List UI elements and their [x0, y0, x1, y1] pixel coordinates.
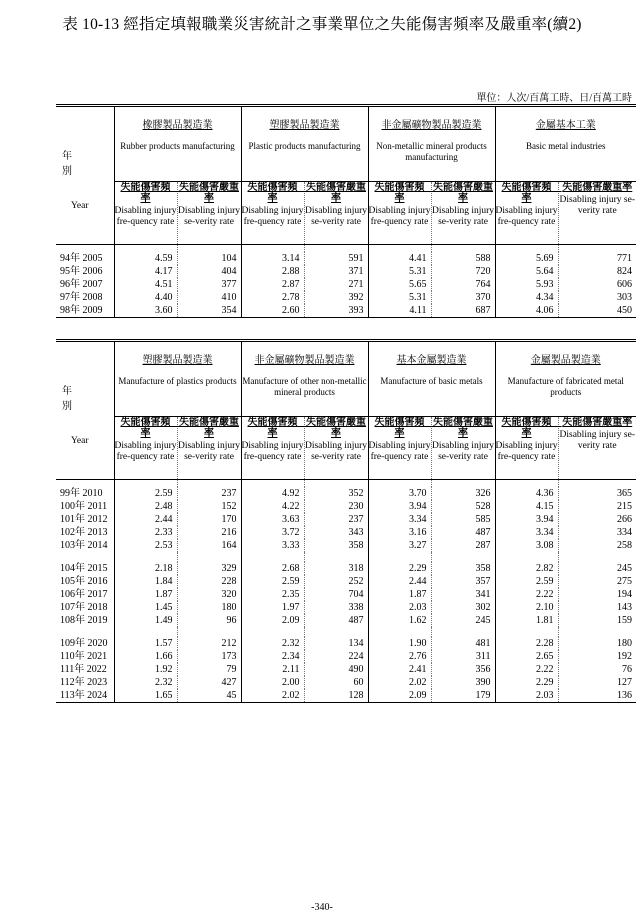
frequency-value: 2.48 — [114, 500, 177, 513]
frequency-value: 2.28 — [495, 637, 558, 650]
year-cell: 97年 2008 — [60, 292, 103, 303]
industry-name-en: Basic metal industries — [526, 141, 606, 151]
table-row — [56, 513, 636, 526]
table-row — [56, 265, 636, 278]
frequency-value: 4.11 — [368, 304, 431, 318]
severity-value: 252 — [304, 575, 368, 588]
severity-value: 354 — [177, 304, 241, 318]
frequency-value: 3.34 — [495, 526, 558, 539]
industry-name-zh: 金屬製品製造業 — [530, 355, 601, 366]
table-row — [56, 601, 636, 614]
severity-rate-header — [177, 417, 241, 480]
industry-name-zh: 塑膠製品製造業 — [269, 120, 340, 131]
severity-value: 128 — [304, 689, 368, 703]
frequency-value: 4.36 — [495, 487, 558, 500]
severity-value: 266 — [558, 513, 636, 526]
sub-header-zh: 失能傷害頻 率 — [247, 417, 308, 439]
frequency-value: 4.40 — [114, 291, 177, 304]
injury-rate-table-2 — [56, 339, 636, 703]
severity-value: 245 — [558, 562, 636, 575]
severity-value: 179 — [431, 689, 495, 703]
frequency-value: 1.65 — [114, 689, 177, 703]
frequency-value: 3.94 — [368, 500, 431, 513]
severity-rate-header — [558, 417, 636, 480]
sub-header-en: Disabling injury fre-quency rate — [368, 441, 431, 462]
frequency-value: 5.31 — [368, 265, 431, 278]
sub-header-zh: 失能傷害頻 率 — [501, 417, 562, 439]
frequency-value: 4.22 — [241, 500, 304, 513]
sub-header-en: Disabling injury se-verity rate — [177, 206, 240, 227]
severity-value: 237 — [304, 513, 368, 526]
table-row — [56, 575, 636, 588]
frequency-value: 2.10 — [495, 601, 558, 614]
frequency-value: 1.57 — [114, 637, 177, 650]
year-cell: 112年 2023 — [60, 677, 108, 688]
year-cell: 111年 2022 — [60, 664, 107, 675]
frequency-value: 4.06 — [495, 304, 558, 318]
sub-header-zh: 失能傷害嚴重率 — [562, 182, 633, 193]
severity-value: 76 — [558, 663, 636, 676]
unit-note: 單位：人次/百萬工時、日/百萬工時 — [476, 93, 632, 104]
severity-value: 356 — [431, 663, 495, 676]
severity-value: 104 — [177, 252, 241, 265]
sub-header-zh: 失能傷害頻 率 — [374, 182, 435, 204]
frequency-value: 2.32 — [241, 637, 304, 650]
frequency-value: 2.18 — [114, 562, 177, 575]
year-cell: 105年 2016 — [60, 576, 108, 587]
year-cell: 98年 2009 — [56, 304, 114, 318]
severity-value: 79 — [177, 663, 241, 676]
severity-value: 302 — [431, 601, 495, 614]
frequency-value: 2.33 — [114, 526, 177, 539]
year-cell: 104年 2015 — [60, 563, 108, 574]
severity-value: 320 — [177, 588, 241, 601]
frequency-value: 3.94 — [495, 513, 558, 526]
industry-header — [368, 341, 495, 417]
severity-value: 392 — [304, 291, 368, 304]
frequency-rate-header — [495, 417, 562, 480]
frequency-value: 2.87 — [241, 278, 304, 291]
frequency-value: 3.27 — [368, 539, 431, 552]
severity-value: 358 — [431, 562, 495, 575]
frequency-value: 4.92 — [241, 487, 304, 500]
severity-value: 606 — [558, 278, 636, 291]
severity-value: 152 — [177, 500, 241, 513]
frequency-value: 3.60 — [114, 304, 177, 318]
severity-value: 357 — [431, 575, 495, 588]
frequency-value: 2.41 — [368, 663, 431, 676]
industry-header — [114, 341, 241, 417]
frequency-value: 2.29 — [495, 676, 558, 689]
page-title: 表 10-13 經指定填報職業災害統計之事業單位之失能傷害頻率及嚴重率(續2) — [62, 16, 582, 33]
severity-value: 771 — [558, 252, 636, 265]
frequency-value: 2.09 — [241, 614, 304, 627]
severity-value: 230 — [304, 500, 368, 513]
severity-value: 45 — [177, 689, 241, 703]
frequency-value: 3.63 — [241, 513, 304, 526]
frequency-value: 4.15 — [495, 500, 558, 513]
frequency-value: 4.59 — [114, 252, 177, 265]
severity-value: 245 — [431, 614, 495, 627]
severity-value: 377 — [177, 278, 241, 291]
frequency-rate-header — [114, 417, 181, 480]
severity-value: 237 — [177, 487, 241, 500]
frequency-value: 2.35 — [241, 588, 304, 601]
frequency-value: 1.97 — [241, 601, 304, 614]
sub-header-zh: 失能傷害嚴重率 — [306, 182, 366, 204]
industry-name-zh: 塑膠製品製造業 — [142, 355, 213, 366]
injury-rate-table-1 — [56, 104, 636, 318]
sub-header-en: Disabling injury se-verity rate — [431, 441, 494, 462]
table-row — [56, 614, 636, 627]
severity-value: 173 — [177, 650, 241, 663]
frequency-value: 3.16 — [368, 526, 431, 539]
frequency-value: 2.09 — [368, 689, 431, 703]
severity-value: 96 — [177, 614, 241, 627]
frequency-value: 3.33 — [241, 539, 304, 552]
year-cell: 96年 2007 — [60, 279, 103, 290]
severity-value: 303 — [558, 291, 636, 304]
severity-value: 687 — [431, 304, 495, 318]
frequency-value: 1.81 — [495, 614, 558, 627]
frequency-value: 5.69 — [495, 252, 558, 265]
frequency-value: 4.17 — [114, 265, 177, 278]
severity-value: 720 — [431, 265, 495, 278]
severity-value: 343 — [304, 526, 368, 539]
sub-header-en: Disabling injury fre-quency rate — [241, 441, 304, 462]
table-row — [56, 539, 636, 552]
sub-header-en: Disabling injury fre-quency rate — [114, 441, 177, 462]
severity-value: 410 — [177, 291, 241, 304]
severity-value: 271 — [304, 278, 368, 291]
industry-header — [495, 106, 636, 182]
year-stub-header — [56, 106, 114, 245]
severity-value: 338 — [304, 601, 368, 614]
severity-value: 180 — [558, 637, 636, 650]
frequency-value: 2.88 — [241, 265, 304, 278]
industry-name-zh: 橡膠製品製造業 — [142, 120, 213, 131]
industry-header — [241, 106, 368, 182]
severity-value: 275 — [558, 575, 636, 588]
severity-rate-header — [177, 182, 241, 245]
sub-header-zh: 失能傷害嚴重率 — [306, 417, 366, 439]
frequency-rate-header — [368, 417, 435, 480]
year-label-en: Year — [71, 201, 89, 211]
sub-header-en: Disabling injury se-verity rate — [305, 206, 368, 227]
frequency-value: 2.22 — [495, 663, 558, 676]
year-cell: 107年 2018 — [60, 602, 108, 613]
severity-value: 824 — [558, 265, 636, 278]
table-row — [56, 278, 636, 291]
frequency-value: 3.34 — [368, 513, 431, 526]
sub-header-zh: 失能傷害頻 率 — [120, 417, 181, 439]
frequency-value: 2.82 — [495, 562, 558, 575]
frequency-value: 3.08 — [495, 539, 558, 552]
severity-value: 287 — [431, 539, 495, 552]
frequency-value: 5.65 — [368, 278, 431, 291]
table-row — [56, 650, 636, 663]
severity-value: 134 — [304, 637, 368, 650]
frequency-value: 4.41 — [368, 252, 431, 265]
severity-value: 352 — [304, 487, 368, 500]
frequency-value: 2.60 — [241, 304, 304, 318]
sub-header-en: Disabling injury se-verity rate — [177, 441, 240, 462]
industry-name-en: Manufacture of basic metals — [380, 376, 483, 386]
frequency-value: 2.44 — [114, 513, 177, 526]
table-row — [56, 252, 636, 265]
year-cell: 110年 2021 — [60, 651, 108, 662]
severity-value: 136 — [558, 689, 636, 703]
severity-value: 212 — [177, 637, 241, 650]
severity-rate-header — [431, 182, 495, 245]
frequency-value: 1.45 — [114, 601, 177, 614]
severity-value: 326 — [431, 487, 495, 500]
frequency-value: 2.59 — [241, 575, 304, 588]
severity-value: 228 — [177, 575, 241, 588]
frequency-rate-header — [114, 182, 181, 245]
table-row — [56, 637, 636, 650]
sub-header-zh: 失能傷害嚴重率 — [433, 182, 494, 204]
year-label-en: Year — [71, 436, 89, 446]
table-row — [56, 487, 636, 500]
severity-value: 164 — [177, 539, 241, 552]
sub-header-en: Disabling injury fre-quency rate — [114, 206, 177, 227]
severity-value: 588 — [431, 252, 495, 265]
frequency-value: 2.65 — [495, 650, 558, 663]
frequency-value: 5.93 — [495, 278, 558, 291]
industry-name-en: Manufacture of fabricated metal products — [507, 376, 624, 397]
industry-name-en: Non-metallic mineral products manufacturing — [376, 141, 487, 162]
severity-value: 192 — [558, 650, 636, 663]
frequency-value: 2.22 — [495, 588, 558, 601]
frequency-value: 2.78 — [241, 291, 304, 304]
sub-header-en: Disabling injury fre-quency rate — [495, 441, 558, 462]
year-label-zh: 年 別 — [62, 386, 92, 412]
year-cell: 100年 2011 — [60, 501, 108, 512]
severity-value: 318 — [304, 562, 368, 575]
frequency-value: 1.90 — [368, 637, 431, 650]
frequency-value: 1.87 — [114, 588, 177, 601]
year-stub-header — [56, 341, 114, 480]
year-cell: 103年 2014 — [60, 540, 108, 551]
severity-value: 404 — [177, 265, 241, 278]
year-cell: 108年 2019 — [60, 615, 108, 626]
industry-header — [495, 341, 636, 417]
frequency-value: 2.59 — [114, 487, 177, 500]
frequency-value: 1.66 — [114, 650, 177, 663]
severity-rate-header — [304, 182, 368, 245]
severity-value: 358 — [304, 539, 368, 552]
sub-header-en: Disabling injury se-verity rate — [559, 195, 636, 216]
severity-value: 704 — [304, 588, 368, 601]
severity-value: 370 — [431, 291, 495, 304]
severity-rate-header — [431, 417, 495, 480]
severity-value: 490 — [304, 663, 368, 676]
frequency-rate-header — [368, 182, 435, 245]
frequency-value: 2.11 — [241, 663, 304, 676]
severity-rate-header — [304, 417, 368, 480]
year-cell: 113年 2024 — [56, 689, 114, 703]
severity-value: 258 — [558, 539, 636, 552]
industry-name-zh: 非金屬礦物製品製造業 — [381, 120, 482, 131]
industry-header — [368, 106, 495, 182]
sub-header-zh: 失能傷害頻 率 — [247, 182, 308, 204]
severity-value: 170 — [177, 513, 241, 526]
severity-value: 487 — [431, 526, 495, 539]
industry-name-zh: 金屬基本工業 — [535, 120, 596, 131]
frequency-value: 2.02 — [368, 676, 431, 689]
frequency-rate-header — [495, 182, 562, 245]
year-cell: 99年 2010 — [60, 488, 103, 499]
sub-header-en: Disabling injury se-verity rate — [432, 206, 495, 227]
frequency-value: 1.92 — [114, 663, 177, 676]
severity-value: 528 — [431, 500, 495, 513]
frequency-value: 4.51 — [114, 278, 177, 291]
frequency-value: 2.00 — [241, 676, 304, 689]
frequency-value: 2.34 — [241, 650, 304, 663]
industry-name-en: Manufacture of plastics products — [118, 376, 237, 386]
year-label-zh: 年 別 — [62, 151, 92, 177]
severity-value: 215 — [558, 500, 636, 513]
severity-rate-header — [558, 182, 636, 245]
frequency-value: 2.03 — [368, 601, 431, 614]
severity-value: 591 — [304, 252, 368, 265]
frequency-value: 2.76 — [368, 650, 431, 663]
sub-header-zh: 失能傷害頻 率 — [501, 182, 562, 204]
severity-value: 427 — [177, 676, 241, 689]
frequency-value: 2.59 — [495, 575, 558, 588]
industry-header — [241, 341, 368, 417]
frequency-value: 2.32 — [114, 676, 177, 689]
severity-value: 393 — [304, 304, 368, 318]
frequency-rate-header — [241, 417, 308, 480]
severity-value: 341 — [431, 588, 495, 601]
frequency-value: 5.31 — [368, 291, 431, 304]
severity-value: 60 — [304, 676, 368, 689]
year-cell: 106年 2017 — [60, 589, 108, 600]
industry-name-zh: 非金屬礦物製品製造業 — [254, 355, 355, 366]
frequency-value: 3.70 — [368, 487, 431, 500]
severity-value: 334 — [558, 526, 636, 539]
severity-value: 371 — [304, 265, 368, 278]
frequency-value: 1.87 — [368, 588, 431, 601]
industry-name-en: Rubber products manufacturing — [120, 141, 235, 151]
severity-value: 180 — [177, 601, 241, 614]
severity-value: 216 — [177, 526, 241, 539]
frequency-value: 4.34 — [495, 291, 558, 304]
severity-value: 585 — [431, 513, 495, 526]
severity-value: 329 — [177, 562, 241, 575]
sub-header-zh: 失能傷害嚴重率 — [179, 182, 239, 204]
sub-header-zh: 失能傷害頻 率 — [120, 182, 181, 204]
year-cell: 94年 2005 — [60, 253, 103, 264]
severity-value: 143 — [558, 601, 636, 614]
table-row — [56, 663, 636, 676]
severity-value: 487 — [304, 614, 368, 627]
table-row — [56, 676, 636, 689]
frequency-value: 3.14 — [241, 252, 304, 265]
table-row — [56, 562, 636, 575]
table-row — [56, 291, 636, 304]
industry-name-zh: 基本金屬製造業 — [396, 355, 467, 366]
frequency-value: 2.53 — [114, 539, 177, 552]
frequency-value: 1.84 — [114, 575, 177, 588]
frequency-rate-header — [241, 182, 308, 245]
table-row — [56, 526, 636, 539]
year-cell: 109年 2020 — [60, 638, 108, 649]
page-number: -340- — [311, 902, 333, 913]
severity-value: 390 — [431, 676, 495, 689]
frequency-value: 2.02 — [241, 689, 304, 703]
year-cell: 102年 2013 — [60, 527, 108, 538]
year-cell: 101年 2012 — [60, 514, 108, 525]
severity-value: 311 — [431, 650, 495, 663]
sub-header-en: Disabling injury fre-quency rate — [241, 206, 304, 227]
frequency-value: 2.03 — [495, 689, 558, 703]
sub-header-zh: 失能傷害嚴重率 — [433, 417, 493, 439]
industry-name-en: Plastic products manufacturing — [248, 141, 361, 151]
year-cell: 95年 2006 — [60, 266, 103, 277]
industry-header — [114, 106, 241, 182]
sub-header-en: Disabling injury fre-quency rate — [368, 206, 431, 227]
sub-header-en: Disabling injury se-verity rate — [304, 441, 367, 462]
sub-header-zh: 失能傷害嚴重率 — [562, 417, 633, 428]
severity-value: 224 — [304, 650, 368, 663]
severity-value: 450 — [558, 304, 636, 318]
severity-value: 481 — [431, 637, 495, 650]
table-row — [56, 588, 636, 601]
frequency-value: 2.29 — [368, 562, 431, 575]
sub-header-en: Disabling injury se-verity rate — [559, 430, 635, 451]
frequency-value: 1.49 — [114, 614, 177, 627]
frequency-value: 1.62 — [368, 614, 431, 627]
sub-header-en: Disabling injury fre-quency rate — [495, 206, 558, 227]
table-row — [56, 500, 636, 513]
table-row — [56, 304, 636, 318]
severity-value: 127 — [558, 676, 636, 689]
frequency-value: 5.64 — [495, 265, 558, 278]
frequency-value: 2.44 — [368, 575, 431, 588]
sub-header-zh: 失能傷害嚴重率 — [179, 417, 239, 439]
table-row — [56, 689, 636, 703]
frequency-value: 2.68 — [241, 562, 304, 575]
frequency-value: 3.72 — [241, 526, 304, 539]
severity-value: 159 — [558, 614, 636, 627]
sub-header-zh: 失能傷害頻 率 — [374, 417, 435, 439]
severity-value: 194 — [558, 588, 636, 601]
severity-value: 365 — [558, 487, 636, 500]
severity-value: 764 — [431, 278, 495, 291]
industry-name-en: Manufacture of other non-metallic mineral products — [242, 376, 367, 397]
